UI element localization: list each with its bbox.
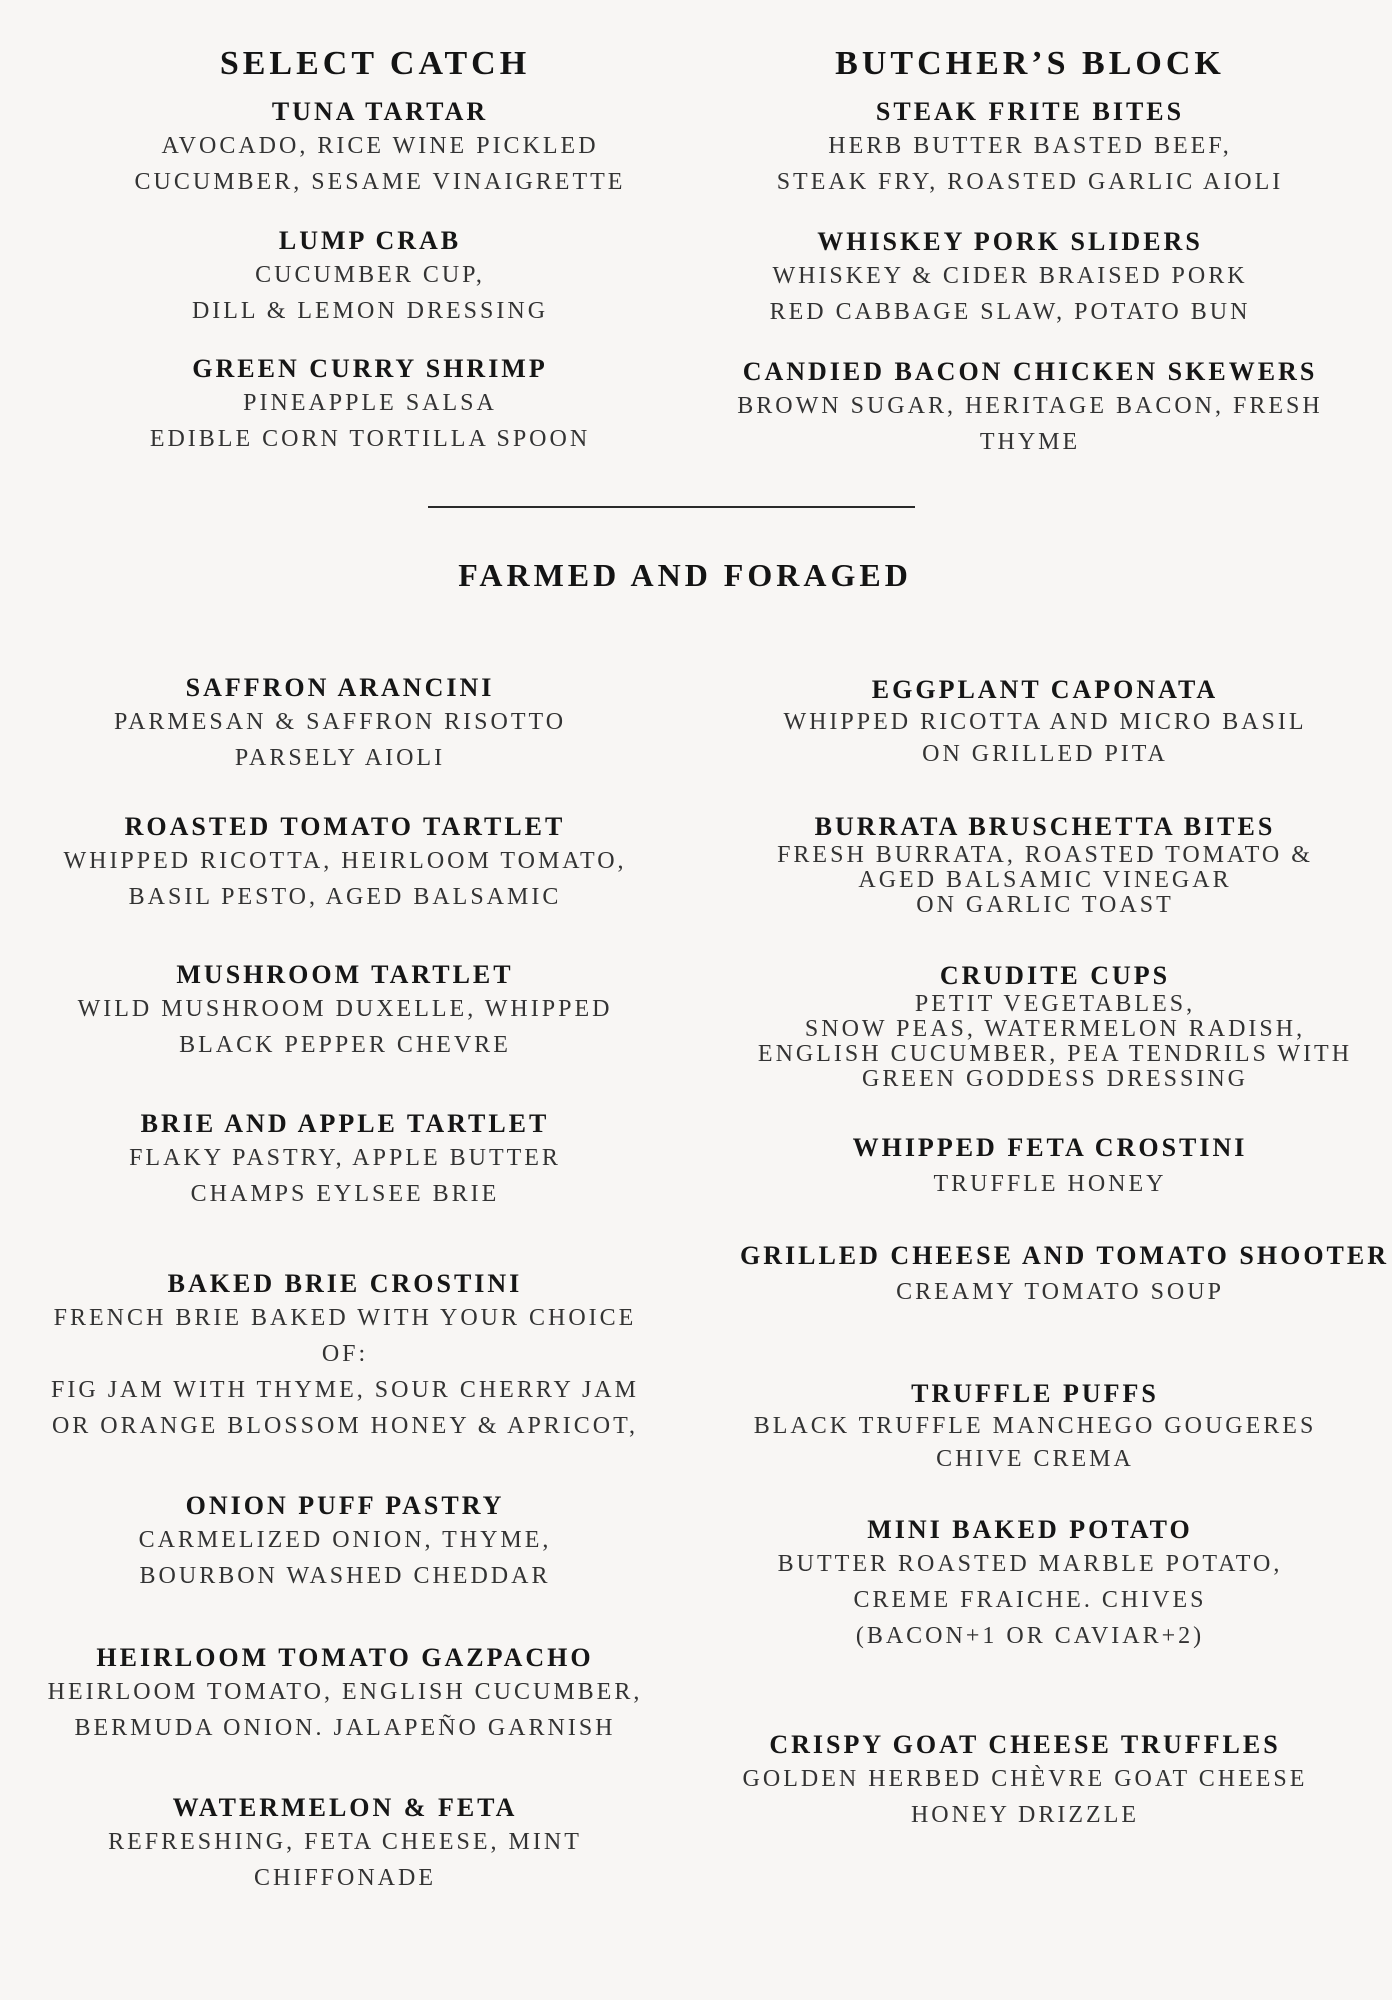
item-name: WHIPPED FETA CROSTINI	[852, 1133, 1248, 1162]
item-name: EGGPLANT CAPONATA	[871, 675, 1219, 704]
item-description: HEIRLOOM TOMATO, ENGLISH CUCUMBER,	[47, 1679, 643, 1705]
item-description: CREAMY TOMATO SOUP	[896, 1279, 1224, 1305]
item-description: CREME FRAICHE. CHIVES	[853, 1587, 1207, 1613]
item-description: BERMUDA ONION. JALAPEÑO GARNISH	[74, 1715, 616, 1741]
item-description: HONEY DRIZZLE	[910, 1802, 1140, 1828]
item-description: CUCUMBER, SESAME VINAIGRETTE	[134, 169, 626, 195]
item-name: STEAK FRITE BITES	[875, 97, 1185, 126]
item-description: AVOCADO, RICE WINE PICKLED	[161, 133, 599, 159]
item-description: FIG JAM WITH THYME, SOUR CHERRY JAM	[51, 1377, 639, 1403]
menu-item	[40, 1108, 650, 1212]
item-description: PARMESAN & SAFFRON RISOTTO	[113, 709, 567, 735]
item-description: WILD MUSHROOM DUXELLE, WHIPPED	[77, 996, 613, 1022]
item-description: BASIL PESTO, AGED BALSAMIC	[128, 884, 562, 910]
item-description: (BACON+1 OR CAVIAR+2)	[855, 1623, 1205, 1649]
section-title-farmed-and-foraged: FARMED AND FORAGED	[458, 557, 912, 593]
menu-item	[745, 1132, 1355, 1204]
item-name: LUMP CRAB	[278, 226, 462, 255]
item-description: DILL & LEMON DRESSING	[191, 298, 549, 324]
item-description: CHIVE CREMA	[936, 1446, 1134, 1472]
item-description: FRENCH BRIE BAKED WITH YOUR CHOICE	[53, 1305, 637, 1331]
item-description: BROWN SUGAR, HERITAGE BACON, FRESH	[737, 393, 1323, 419]
item-description: CHIFFONADE	[253, 1865, 436, 1891]
item-name: WHISKEY PORK SLIDERS	[817, 227, 1203, 256]
menu-item	[745, 674, 1345, 770]
item-description: WHIPPED RICOTTA, HEIRLOOM TOMATO,	[63, 848, 627, 874]
item-description: BUTTER ROASTED MARBLE POTATO,	[777, 1551, 1283, 1577]
item-name: TRUFFLE PUFFS	[911, 1379, 1159, 1408]
item-description: BLACK TRUFFLE MANCHEGO GOUGERES	[753, 1413, 1317, 1439]
item-description: THYME	[979, 429, 1081, 455]
menu-item	[40, 1792, 650, 1896]
item-description: CARMELIZED ONION, THYME,	[138, 1527, 552, 1553]
item-name: WATERMELON & FETA	[172, 1793, 518, 1822]
item-name: GRILLED CHEESE AND TOMATO SHOOTER	[740, 1241, 1389, 1270]
menu-item	[40, 811, 650, 915]
item-description: EDIBLE CORN TORTILLA SPOON	[149, 426, 591, 452]
menu-item	[720, 356, 1340, 460]
item-description: PINEAPPLE SALSA	[243, 390, 497, 416]
item-description: GREEN GODDESS DRESSING	[861, 1066, 1249, 1092]
item-name: MUSHROOM TARTLET	[176, 960, 514, 989]
item-description: PETIT VEGETABLES,	[914, 991, 1196, 1017]
section-divider	[428, 506, 915, 508]
item-name: CANDIED BACON CHICKEN SKEWERS	[742, 357, 1318, 386]
item-description: BLACK PEPPER CHEVRE	[179, 1032, 511, 1058]
menu-item	[740, 1240, 1389, 1312]
item-name: ONION PUFF PASTRY	[185, 1491, 505, 1520]
item-description: ON GRILLED PITA	[922, 741, 1168, 767]
item-name: CRUDITE CUPS	[939, 961, 1171, 990]
menu-item	[735, 1378, 1335, 1476]
item-name: TUNA TARTAR	[271, 97, 489, 126]
menu-item	[730, 226, 1290, 330]
item-description: BOURBON WASHED CHEDDAR	[139, 1563, 551, 1589]
item-description: CUCUMBER CUP,	[255, 262, 485, 288]
item-description: WHISKEY & CIDER BRAISED PORK	[772, 263, 1248, 289]
menu-item	[720, 1729, 1330, 1833]
item-name: SAFFRON ARANCINI	[185, 673, 495, 702]
section-title-select-catch: SELECT CATCH	[219, 45, 531, 82]
menu-item	[95, 353, 645, 457]
item-name: MINI BAKED POTATO	[867, 1515, 1193, 1544]
item-description: OF:	[321, 1341, 369, 1367]
item-description: ON GARLIC TOAST	[916, 892, 1174, 918]
item-description: FLAKY PASTRY, APPLE BUTTER	[129, 1145, 561, 1171]
item-description: PARSELY AIOLI	[234, 745, 446, 771]
section-title-butchers-block: BUTCHER’S BLOCK	[835, 45, 1225, 82]
item-description: OR ORANGE BLOSSOM HONEY & APRICOT,	[51, 1413, 639, 1439]
item-description: TRUFFLE HONEY	[933, 1171, 1167, 1197]
menu-item	[95, 96, 665, 200]
item-name: BRIE AND APPLE TARTLET	[140, 1109, 550, 1138]
menu-item	[40, 672, 640, 776]
item-description: GOLDEN HERBED CHÈVRE GOAT CHEESE	[742, 1766, 1308, 1792]
item-name: BAKED BRIE CROSTINI	[167, 1269, 523, 1298]
item-description: AGED BALSAMIC VINEGAR	[858, 867, 1232, 893]
item-description: ENGLISH CUCUMBER, PEA TENDRILS WITH	[757, 1041, 1353, 1067]
item-description: FRESH BURRATA, ROASTED TOMATO &	[777, 842, 1313, 868]
item-name: BURRATA BRUSCHETTA BITES	[814, 812, 1276, 841]
item-description: REFRESHING, FETA CHEESE, MINT	[108, 1829, 582, 1855]
item-description: CHAMPS EYLSEE BRIE	[190, 1181, 500, 1207]
item-name: ROASTED TOMATO TARTLET	[124, 812, 566, 841]
menu-item	[20, 1268, 670, 1444]
item-name: GREEN CURRY SHRIMP	[192, 354, 548, 383]
item-name: HEIRLOOM TOMATO GAZPACHO	[96, 1643, 594, 1672]
menu-item	[40, 1490, 650, 1594]
item-description: WHIPPED RICOTTA AND MICRO BASIL	[783, 709, 1307, 735]
menu-item	[40, 959, 650, 1063]
menu-item	[735, 960, 1375, 1092]
item-description: HERB BUTTER BASTED BEEF,	[828, 133, 1232, 159]
menu-item	[745, 811, 1345, 918]
item-name: CRISPY GOAT CHEESE TRUFFLES	[769, 1730, 1281, 1759]
menu-item	[95, 225, 645, 329]
menu-item	[25, 1642, 665, 1746]
item-description: SNOW PEAS, WATERMELON RADISH,	[804, 1016, 1306, 1042]
menu-item	[730, 96, 1330, 200]
item-description: RED CABBAGE SLAW, POTATO BUN	[769, 299, 1251, 325]
menu-item	[745, 1514, 1315, 1654]
item-description: STEAK FRY, ROASTED GARLIC AIOLI	[776, 169, 1284, 195]
